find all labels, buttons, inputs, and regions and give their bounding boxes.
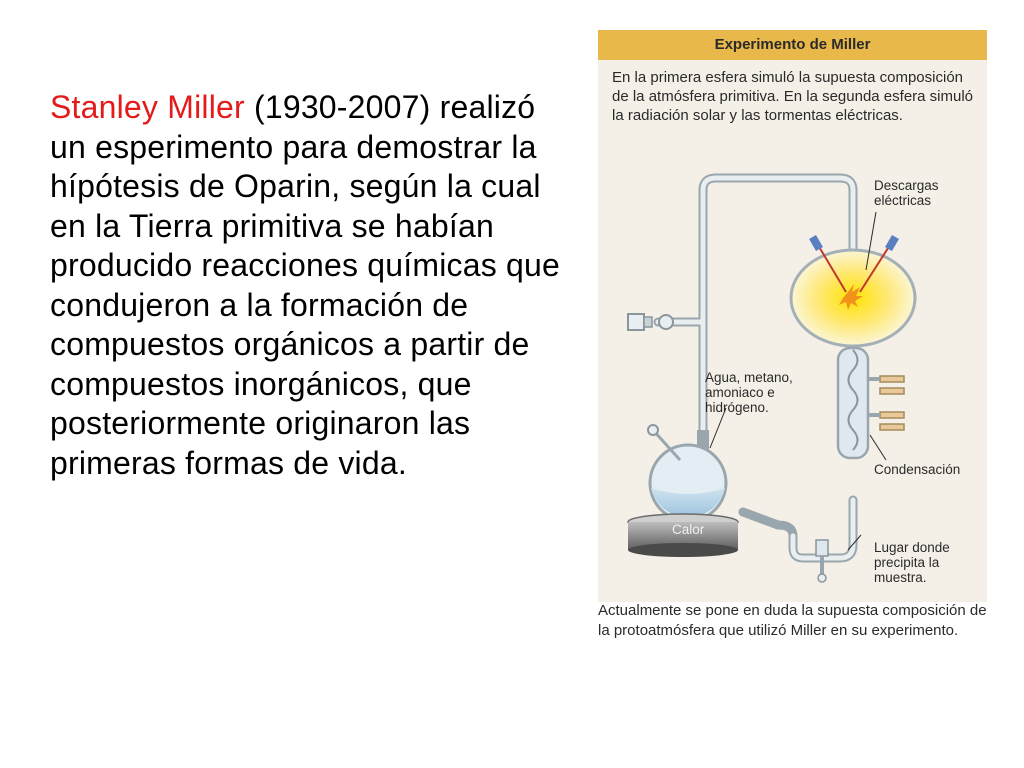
stopcock-valve [628,314,673,330]
label-condensation: Condensación [874,462,961,477]
miller-experiment-figure [598,30,987,602]
spark-sphere [791,235,915,346]
figure-title: Experimento de Miller [714,36,871,53]
condenser [838,348,904,458]
boiling-flask [648,425,726,521]
figure-caption: Actualmente se pone en duda la supuesta composición de la protoatmósfera que utilizó Miller en su experimento. [598,602,987,639]
apparatus-diagram [598,30,987,602]
label-discharges: Descargas eléctricas [874,178,939,208]
label-precipitate: Lugar donde precipita la muestra. [874,540,950,585]
description-paragraph [50,88,580,483]
figure-intro: En la primera esfera simuló la supuesta composición de la atmósfera primitiva. En la segunda esfera simuló la radiación solar y las tormentas eléctricas. [612,69,974,124]
label-water-gases: Agua, metano, amoniaco e hidrógeno. [705,370,793,415]
label-heat: Calor [672,522,705,537]
description-text: (1930-2007) realizó un esperimento para demostrar la hípótesis de Oparin, según la cual en la Tierra primitiva se habían producido reacciones químicas que condujeron a la formación de compuestos orgánicos a partir de compuestos inorgánicos, que posteriormente originaron las primeras formas de vida. [50,89,561,481]
scientist-name: Stanley Miller [50,89,245,125]
